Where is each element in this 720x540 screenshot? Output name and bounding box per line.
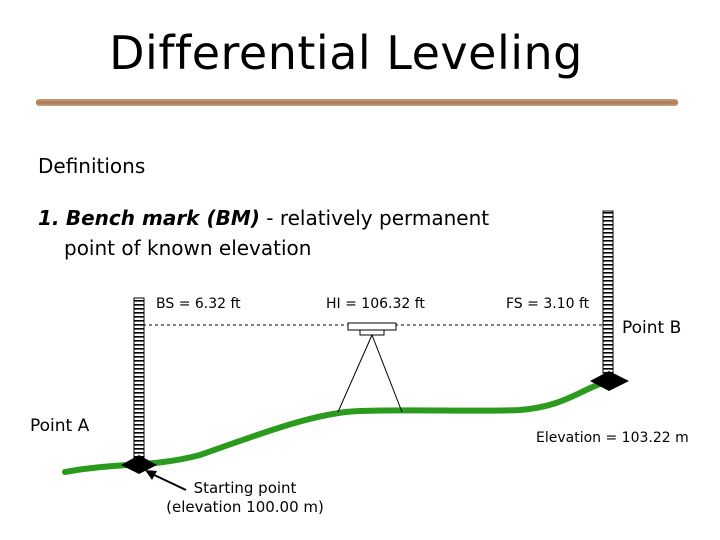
starting-point-label xyxy=(150,479,340,517)
definition-term: Bench mark (BM) xyxy=(65,206,260,230)
foresight-label: FS = 3.10 ft xyxy=(506,296,590,312)
elevation-b-label: Elevation = 103.22 m xyxy=(536,430,689,446)
starting-point-line1: Starting point xyxy=(193,479,297,497)
level-instrument xyxy=(348,323,396,335)
definition-separator: - xyxy=(259,206,280,230)
definition-text-line1: relatively permanent xyxy=(279,206,490,230)
ground-profile xyxy=(65,381,612,472)
point-b-label: Point B xyxy=(622,318,682,338)
backsight-label: BS = 6.32 ft xyxy=(156,296,241,312)
starting-point-line2: (elevation 100.00 m) xyxy=(166,498,324,516)
leveling-rod-a xyxy=(134,298,144,462)
leveling-rod-b xyxy=(603,211,613,373)
definition-number: 1. xyxy=(38,206,60,230)
definitions-heading: Definitions xyxy=(38,154,146,178)
height-of-instrument-label: HI = 106.32 ft xyxy=(326,296,425,312)
tripod xyxy=(338,335,402,412)
definition-text-line2: point of known elevation xyxy=(64,236,312,260)
point-a-label: Point A xyxy=(30,416,90,436)
page-title: Differential Leveling xyxy=(109,26,583,80)
